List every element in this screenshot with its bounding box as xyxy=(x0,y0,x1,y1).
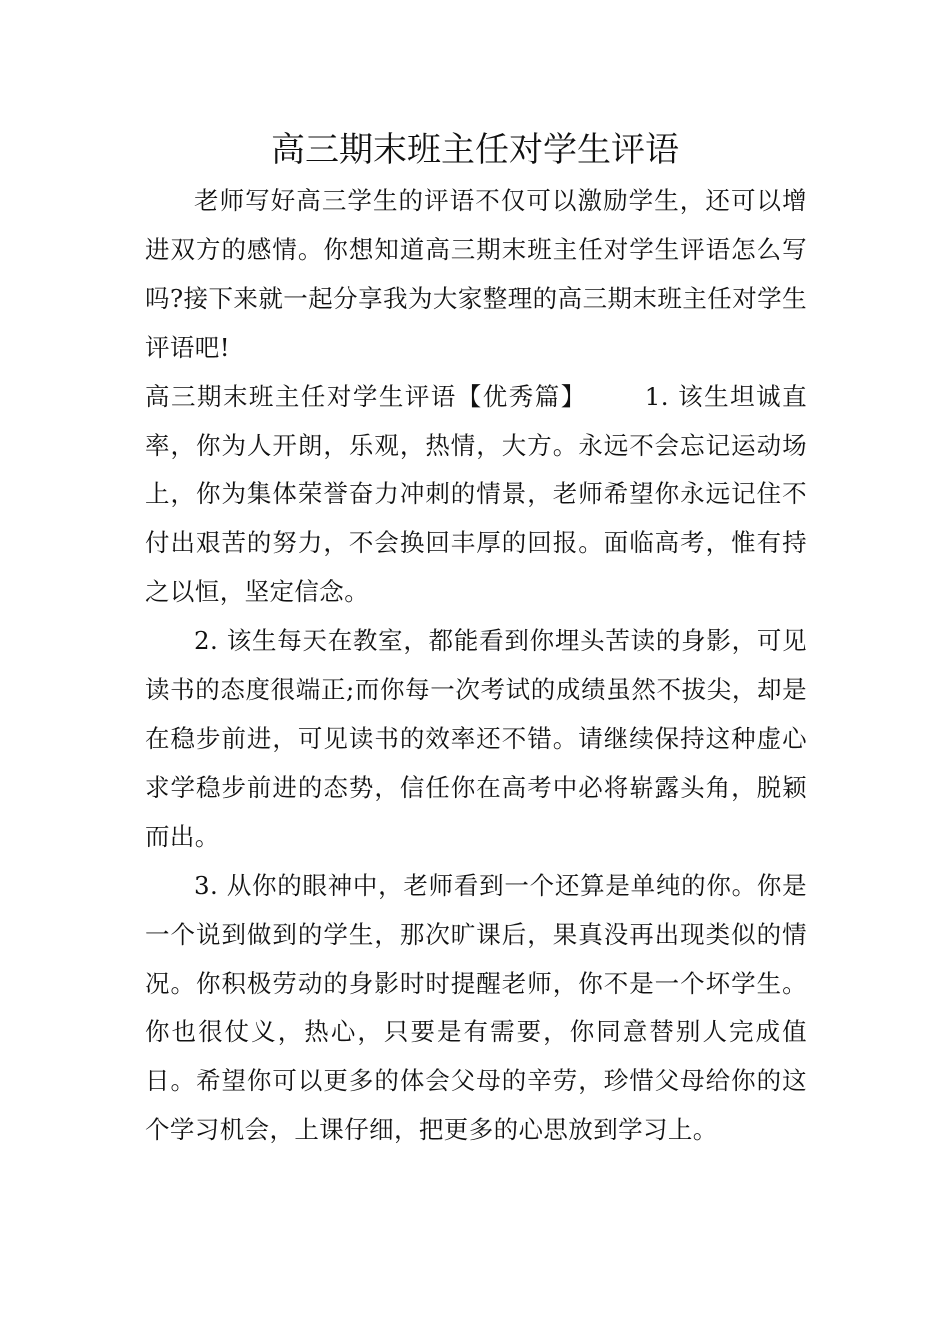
comment-3: 3. 从你的眼神中，老师看到一个还算是单纯的你。你是一个说到做到的学生，那次旷课后，果真没再出现类似的情况。你积极劳动的身影时时提醒老师，你不是一个坏学生。你也很仗义，热心，只要是有需要，你同意替别人完成值日。希望你可以更多的体会父母的辛劳，珍惜父母给你的这个学习机会，上课仔细，把更多的心思放到学习上。 xyxy=(145,870,807,1145)
document-body xyxy=(145,177,807,1155)
section-paragraph xyxy=(145,373,807,618)
comment-1: 1. 该生坦诚直率，你为人开朗，乐观，热情，大方。永远不会忘记运动场上，你为集体荣誉奋力冲刺的情景，老师希望你永远记住不付出艰苦的努力，不会换回丰厚的回报。面临高考，惟有持之以恒，坚定信念。 xyxy=(145,381,807,607)
intro-paragraph: 老师写好高三学生的评语不仅可以激励学生，还可以增进双方的感情。你想知道高三期末班主任对学生评语怎么写吗?接下来就一起分享我为大家整理的高三期末班主任对学生评语吧! xyxy=(145,186,807,362)
section-heading: 高三期末班主任对学生评语【优秀篇】 xyxy=(145,381,587,411)
comment-2: 2. 该生每天在教室，都能看到你埋头苦读的身影，可见读书的态度很端正;而你每一次考试的成绩虽然不拔尖，却是在稳步前进，可见读书的效率还不错。请继续保持这种虚心求学稳步前进的态势，信任你在高考中必将崭露头角，脱颖而出。 xyxy=(145,626,807,851)
document-title: 高三期末班主任对学生评语 xyxy=(271,130,679,170)
